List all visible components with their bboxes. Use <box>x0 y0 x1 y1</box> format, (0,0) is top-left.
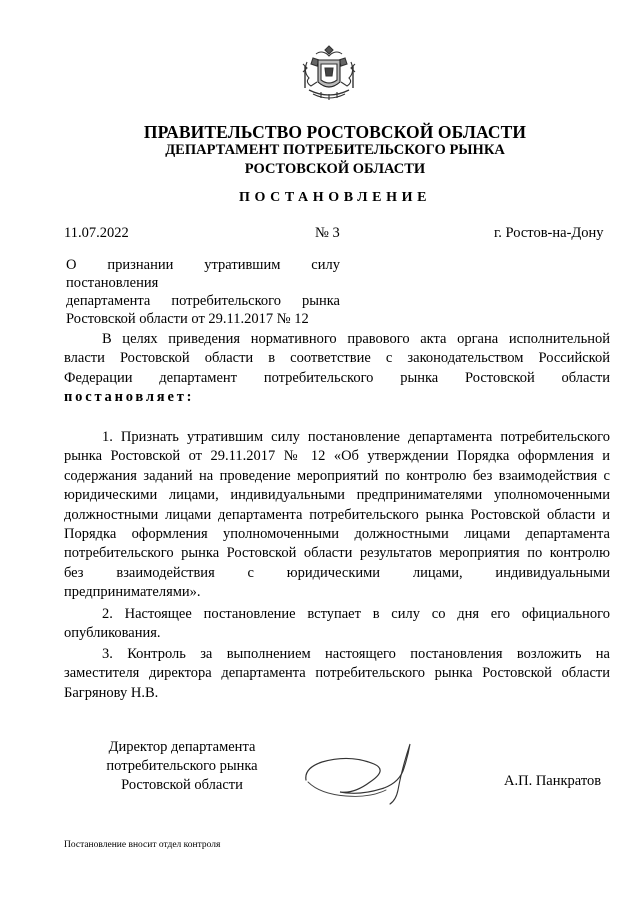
item-1-line: рынка Ростовской от 29.11.2017 № 12 «Об утверждении Порядка оформления и <box>64 448 610 465</box>
item-3-line: 3. Контроль за выполнением настоящего постановления возложить на <box>102 646 610 662</box>
topic-line: департамента потребительского рынка <box>66 293 340 309</box>
department-title-line1: ДЕПАРТАМЕНТ ПОТРЕБИТЕЛЬСКОГО РЫНКА <box>165 142 505 158</box>
footer-note: Постановление вносит отдел контроля <box>64 840 221 850</box>
item-1-line: предпринимателями». <box>64 584 201 601</box>
signatory-title-line: потребительского рынка <box>106 758 258 774</box>
signatory-name: А.П. Панкратов <box>504 773 602 789</box>
document-topic <box>66 256 340 328</box>
item-3-paragraph <box>64 645 610 703</box>
topic-line: О признании утратившим силу постановления <box>66 257 340 291</box>
document-city: г. Ростов-на-Дону <box>494 225 604 241</box>
government-title: ПРАВИТЕЛЬСТВО РОСТОВСКОЙ ОБЛАСТИ <box>143 122 527 142</box>
item-2-line: опубликования. <box>64 625 161 642</box>
document-type: ПОСТАНОВЛЕНИЕ <box>238 190 432 205</box>
item-1-paragraph <box>64 428 610 603</box>
coat-of-arms-emblem <box>299 42 359 104</box>
item-1-line: 1. Признать утратившим силу постановление департамента потребительского <box>102 429 610 445</box>
signatory-title-line: Ростовской области <box>121 777 243 793</box>
document-date: 11.07.2022 <box>64 225 129 241</box>
item-1-line: потребительского рынка Ростовской области результатов мероприятия по контролю <box>64 545 610 562</box>
item-2-paragraph <box>64 605 610 644</box>
item-1-line: содержания заданий на проведение мероприятий по контролю без взаимодействия с <box>64 467 610 484</box>
decree-word: постановляет: <box>64 389 195 406</box>
preamble-line: власти Ростовской области в соответствие с законодательством Российской <box>64 350 610 367</box>
preamble-line: В целях приведения нормативного правового акта органа исполнительной <box>102 331 610 347</box>
signatory-title-line: Директор департамента <box>108 739 256 755</box>
document-number: № 3 <box>315 225 340 241</box>
handwritten-signature <box>300 738 420 814</box>
signatory-title <box>96 738 268 795</box>
item-1-line: должностными лицами департамента потребительского рынка Ростовской области и <box>64 506 610 523</box>
preamble-line: Федерации департамент потребительского рынка Ростовской области <box>64 369 610 386</box>
item-1-line: юридическими лицами, индивидуальными предпринимателями уполномоченными <box>64 487 610 504</box>
topic-line: Ростовской области от 29.11.2017 № 12 <box>66 311 309 327</box>
department-title-line2: РОСТОВСКОЙ ОБЛАСТИ <box>244 161 426 177</box>
item-1-line: Порядка оформления уполномоченными должностными лицами департамента <box>64 526 610 543</box>
item-3-line: Багрянову Н.В. <box>64 684 159 701</box>
item-3-line: заместителя директора департамента потребительского рынка Ростовской области <box>64 665 610 682</box>
preamble-paragraph <box>64 330 610 408</box>
item-2-line: 2. Настоящее постановление вступает в силу со дня его официального <box>102 606 610 622</box>
item-1-line: без взаимодействия с юридическими лицами, индивидуальными <box>64 564 610 581</box>
